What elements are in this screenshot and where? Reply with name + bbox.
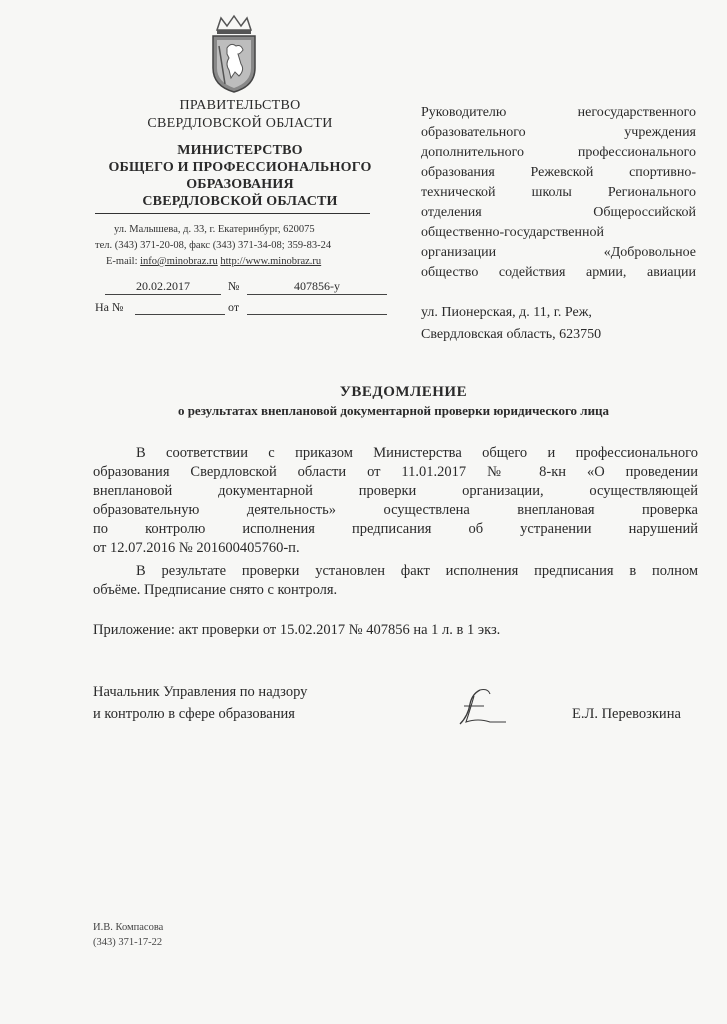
signer-position-line: Начальник Управления по надзору	[93, 684, 308, 700]
recipient-line: организации «Добровольное	[421, 245, 696, 260]
header-divider	[95, 213, 370, 214]
body-line: по контролю исполнения предписания об устранении нарушений	[93, 521, 698, 537]
body-line: от 12.07.2016 № 201600405760-п.	[93, 540, 300, 556]
sender-address: ул. Малышева, д. 33, г. Екатеринбург, 620075	[114, 224, 315, 235]
recipient-line: технической школы Регионального	[421, 185, 696, 200]
recipient-line: общественно-государственной	[421, 225, 604, 240]
body-line: объёме. Предписание снято с контроля.	[93, 582, 338, 598]
body-line: В результате проверки установлен факт исполнения предписания в полном	[136, 563, 698, 579]
recipient-line: общество содействия армии, авиации	[421, 265, 696, 280]
appendix-note: Приложение: акт проверки от 15.02.2017 № 407856 на 1 л. в 1 экз.	[93, 622, 501, 638]
letter-number: 407856-у	[247, 279, 387, 295]
recipient-address-line: Свердловская область, 623750	[421, 327, 602, 342]
document-subtitle: о результатах внеплановой документарной проверки юридического лица	[177, 403, 610, 418]
body-paragraph-1	[93, 444, 698, 558]
body-line: внеплановой документарной проверки организации, осуществляющей	[93, 483, 698, 499]
registration-line	[95, 279, 395, 297]
sender-phones: тел. (343) 371-20-08, факс (343) 371-34-08; 359-83-24	[95, 240, 332, 251]
ministry-name-line: СВЕРДЛОВСКОЙ ОБЛАСТИ	[142, 194, 338, 209]
email-link[interactable]: info@minobraz.ru	[140, 256, 218, 267]
recipient-address-line: ул. Пионерская, д. 11, г. Реж,	[421, 305, 592, 320]
ministry-name-line: МИНИСТЕРСТВО	[177, 143, 303, 158]
reply-number-blank	[135, 300, 225, 315]
letter-date: 20.02.2017	[105, 279, 221, 295]
body-line: В соответствии с приказом Министерства общего и профессионального	[136, 445, 698, 461]
recipient-line: Руководителю негосударственного	[421, 105, 696, 120]
reply-number-label: На №	[95, 300, 124, 314]
sender-contacts	[106, 256, 321, 267]
body-line: образовательную деятельность» осуществлена внеплановая проверка	[93, 502, 698, 518]
number-label: №	[228, 279, 240, 293]
document-title: УВЕДОМЛЕНИЕ	[339, 384, 468, 400]
executor-name: И.В. Компасова	[93, 922, 164, 933]
reply-from-label: от	[228, 300, 240, 314]
government-line-2: СВЕРДЛОВСКОЙ ОБЛАСТИ	[147, 116, 333, 131]
signer-name: Е.Л. Перевозкина	[572, 706, 681, 722]
executor-phone: (343) 371-17-22	[93, 937, 163, 948]
recipient-line: образования Режевской спортивно-	[421, 165, 696, 180]
body-paragraph-2	[93, 562, 698, 600]
website-link[interactable]: http://www.minobraz.ru	[220, 256, 322, 267]
ministry-name-line: ОБРАЗОВАНИЯ	[186, 177, 294, 192]
reply-date-blank	[247, 300, 387, 315]
ministry-name-line: ОБЩЕГО И ПРОФЕССИОНАЛЬНОГО	[108, 160, 372, 175]
signer-position	[93, 681, 307, 725]
recipient-line: дополнительного профессионального	[421, 145, 696, 160]
recipient-line: отделения Общероссийской	[421, 205, 696, 220]
recipient-address	[421, 302, 601, 346]
signer-position-line: и контролю в сфере образования	[93, 706, 295, 722]
email-label: E-mail:	[106, 256, 138, 267]
recipient-line: образовательного учреждения	[421, 125, 696, 140]
recipient-block	[421, 103, 696, 283]
body-line: образования Свердловской области от 11.01.2017 № 8-кн «О проведении	[93, 464, 698, 480]
handwritten-signature-icon	[450, 688, 510, 728]
sverdlovsk-coat-of-arms-icon	[205, 14, 263, 94]
reply-reference-line	[95, 300, 395, 318]
executor-info	[93, 920, 163, 950]
government-line-1: ПРАВИТЕЛЬСТВО	[179, 98, 301, 113]
